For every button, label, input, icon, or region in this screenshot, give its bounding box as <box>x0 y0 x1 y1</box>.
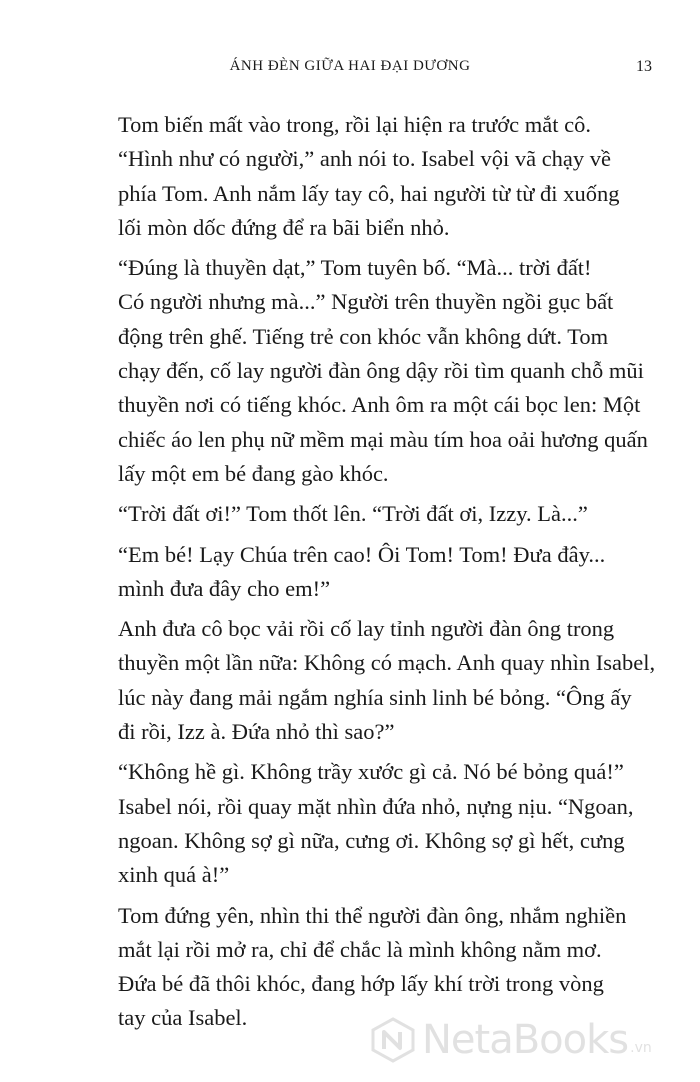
text-line: Anh đưa cô bọc vải rồi cố lay tỉnh người đàn ông trong <box>118 616 615 642</box>
text-line: ngoan. Không sợ gì nữa, cưng ơi. Không sợ gì hết, cưng <box>118 827 625 853</box>
watermark-suffix: .vn <box>630 1040 652 1056</box>
netabooks-logo-icon <box>370 1017 416 1063</box>
text-line: mắt lại rồi mở ra, chỉ để chắc là mình không nằm mơ. <box>118 936 602 962</box>
text-line: lúc này đang mải ngắm nghía sinh linh bé bỏng. “Ông ấy <box>118 684 632 710</box>
text-line: “Em bé! Lạy Chúa trên cao! Ôi Tom! Tom! Đưa đây... <box>118 541 606 567</box>
text-line: mình đưa đây cho em!” <box>118 575 331 601</box>
text-line: “Hình như có người,” anh nói to. Isabel vội vã chạy về <box>118 146 612 172</box>
text-line: tay của Isabel. <box>118 1005 248 1031</box>
text-line: “Không hề gì. Không trầy xước gì cả. Nó bé bỏng quá!” <box>118 759 624 785</box>
text-line: lấy một em bé đang gào khóc. <box>118 460 389 486</box>
text-line: Isabel nói, rồi quay mặt nhìn đứa nhỏ, nựng nịu. “Ngoan, <box>118 793 634 819</box>
text-line: phía Tom. Anh nắm lấy tay cô, hai người từ từ đi xuống <box>118 180 620 206</box>
text-line: chạy đến, cố lay người đàn ông dậy rồi tìm quanh chỗ mũi <box>118 358 644 384</box>
watermark-brand: NetaBooks <box>422 1017 629 1063</box>
paragraph <box>118 251 648 491</box>
text-line: thuyền một lần nữa: Không có mạch. Anh quay nhìn Isabel, <box>118 650 656 676</box>
paragraph <box>118 497 640 531</box>
text-line: “Trời đất ơi!” Tom thốt lên. “Trời đất ơi, Izzy. Là...” <box>118 501 588 527</box>
text-line: lối mòn dốc đứng để ra bãi biển nhỏ. <box>118 214 450 240</box>
text-line: đi rồi, Izz à. Đứa nhỏ thì sao?” <box>118 719 395 745</box>
running-title: ÁNH ĐÈN GIỮA HAI ĐẠI DƯƠNG <box>229 58 471 74</box>
body-text <box>118 108 656 1042</box>
paragraph <box>118 612 656 749</box>
text-line: chiếc áo len phụ nữ mềm mại màu tím hoa oải hương quấn <box>118 426 648 452</box>
text-line: thuyền nơi có tiếng khóc. Anh ôm ra một cái bọc len: Một <box>118 392 641 418</box>
text-line: “Đúng là thuyền dạt,” Tom tuyên bố. “Mà... trời đất! <box>118 255 592 281</box>
paragraph <box>118 755 640 892</box>
paragraph <box>118 108 640 245</box>
text-line: xinh quá à!” <box>118 862 230 888</box>
text-line: Đứa bé đã thôi khóc, đang hớp lấy khí trời trong vòng <box>118 971 604 997</box>
running-header <box>0 58 700 82</box>
text-line: động trên ghế. Tiếng trẻ con khóc vẫn không dứt. Tom <box>118 323 609 349</box>
watermark <box>370 1010 700 1070</box>
page-number: 13 <box>636 58 652 75</box>
text-line: Tom đứng yên, nhìn thi thể người đàn ông, nhắm nghiền <box>118 902 627 928</box>
text-line: Tom biến mất vào trong, rồi lại hiện ra trước mắt cô. <box>118 112 592 137</box>
text-line: Có người nhưng mà...” Người trên thuyền ngồi gục bất <box>118 289 614 315</box>
paragraph <box>118 538 640 607</box>
